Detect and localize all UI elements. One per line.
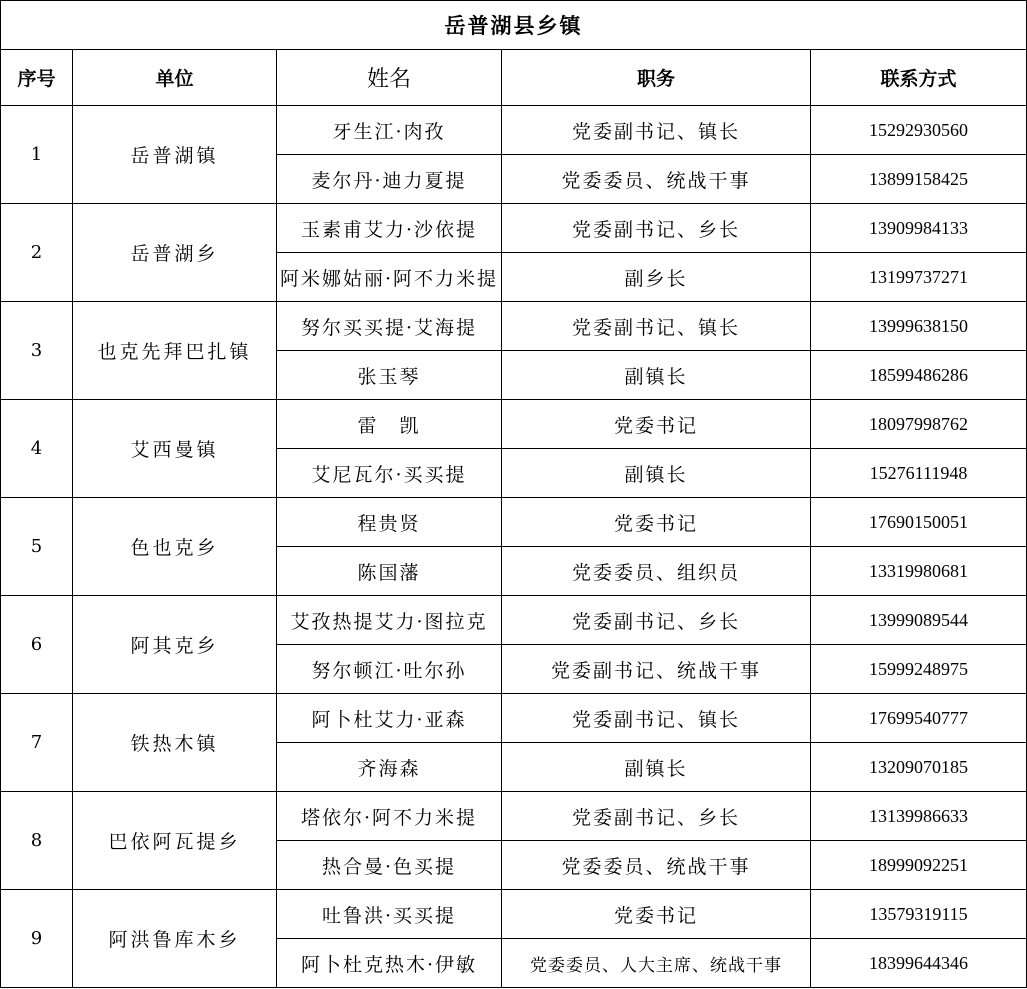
header-position: 职务 <box>502 50 811 106</box>
table-row <box>1 792 1027 841</box>
header-unit: 单位 <box>73 50 277 106</box>
unit-cell: 艾西曼镇 <box>73 400 277 498</box>
name-cell: 努尔买买提·艾海提 <box>277 302 502 351</box>
position-cell: 党委副书记、统战干事 <box>502 645 811 694</box>
phone-cell: 17699540777 <box>811 694 1027 743</box>
row-index: 6 <box>1 596 73 694</box>
table-row <box>1 204 1027 253</box>
row-index: 2 <box>1 204 73 302</box>
row-index: 9 <box>1 890 73 988</box>
name-cell: 雷 凯 <box>277 400 502 449</box>
name-cell: 齐海森 <box>277 743 502 792</box>
name-cell: 陈国藩 <box>277 547 502 596</box>
phone-cell: 18599486286 <box>811 351 1027 400</box>
phone-cell: 13579319115 <box>811 890 1027 939</box>
header-index: 序号 <box>1 50 73 106</box>
position-cell: 党委副书记、乡长 <box>502 596 811 645</box>
unit-cell: 阿洪鲁库木乡 <box>73 890 277 988</box>
phone-cell: 17690150051 <box>811 498 1027 547</box>
table-title: 岳普湖县乡镇 <box>1 1 1027 50</box>
position-cell: 副镇长 <box>502 743 811 792</box>
position-cell: 党委书记 <box>502 498 811 547</box>
name-cell: 艾尼瓦尔·买买提 <box>277 449 502 498</box>
header-contact: 联系方式 <box>811 50 1027 106</box>
name-cell: 吐鲁洪·买买提 <box>277 890 502 939</box>
table-row <box>1 498 1027 547</box>
phone-cell: 18399644346 <box>811 939 1027 988</box>
table-row <box>1 106 1027 155</box>
table-row <box>1 302 1027 351</box>
unit-cell: 铁热木镇 <box>73 694 277 792</box>
unit-cell: 岳普湖乡 <box>73 204 277 302</box>
position-cell: 党委副书记、镇长 <box>502 106 811 155</box>
name-cell: 阿卜杜艾力·亚森 <box>277 694 502 743</box>
phone-cell: 13199737271 <box>811 253 1027 302</box>
name-cell: 玉素甫艾力·沙依提 <box>277 204 502 253</box>
position-cell: 党委副书记、镇长 <box>502 302 811 351</box>
position-cell: 党委委员、人大主席、统战干事 <box>502 939 811 988</box>
phone-cell: 13209070185 <box>811 743 1027 792</box>
position-cell: 党委委员、组织员 <box>502 547 811 596</box>
unit-cell: 岳普湖镇 <box>73 106 277 204</box>
phone-cell: 18999092251 <box>811 841 1027 890</box>
phone-cell: 15292930560 <box>811 106 1027 155</box>
row-index: 8 <box>1 792 73 890</box>
header-name: 姓名 <box>277 50 502 106</box>
row-index: 5 <box>1 498 73 596</box>
name-cell: 热合曼·色买提 <box>277 841 502 890</box>
row-index: 3 <box>1 302 73 400</box>
phone-cell: 13319980681 <box>811 547 1027 596</box>
name-cell: 塔依尔·阿不力米提 <box>277 792 502 841</box>
table-row <box>1 890 1027 939</box>
unit-cell: 阿其克乡 <box>73 596 277 694</box>
phone-cell: 15276111948 <box>811 449 1027 498</box>
phone-cell: 15999248975 <box>811 645 1027 694</box>
name-cell: 程贵贤 <box>277 498 502 547</box>
table-row <box>1 596 1027 645</box>
name-cell: 艾孜热提艾力·图拉克 <box>277 596 502 645</box>
position-cell: 党委委员、统战干事 <box>502 841 811 890</box>
table-row <box>1 694 1027 743</box>
position-cell: 党委书记 <box>502 890 811 939</box>
phone-cell: 13999638150 <box>811 302 1027 351</box>
position-cell: 党委副书记、乡长 <box>502 204 811 253</box>
phone-cell: 13909984133 <box>811 204 1027 253</box>
row-index: 1 <box>1 106 73 204</box>
name-cell: 牙生江·肉孜 <box>277 106 502 155</box>
position-cell: 党委书记 <box>502 400 811 449</box>
phone-cell: 13139986633 <box>811 792 1027 841</box>
name-cell: 阿米娜姑丽·阿不力米提 <box>277 253 502 302</box>
position-cell: 副镇长 <box>502 351 811 400</box>
name-cell: 麦尔丹·迪力夏提 <box>277 155 502 204</box>
row-index: 7 <box>1 694 73 792</box>
unit-cell: 也克先拜巴扎镇 <box>73 302 277 400</box>
name-cell: 阿卜杜克热木·伊敏 <box>277 939 502 988</box>
name-cell: 努尔顿江·吐尔孙 <box>277 645 502 694</box>
name-cell: 张玉琴 <box>277 351 502 400</box>
position-cell: 党委副书记、乡长 <box>502 792 811 841</box>
position-cell: 党委副书记、镇长 <box>502 694 811 743</box>
position-cell: 副乡长 <box>502 253 811 302</box>
table-row <box>1 400 1027 449</box>
unit-cell: 色也克乡 <box>73 498 277 596</box>
position-cell: 副镇长 <box>502 449 811 498</box>
phone-cell: 13899158425 <box>811 155 1027 204</box>
position-cell: 党委委员、统战干事 <box>502 155 811 204</box>
unit-cell: 巴依阿瓦提乡 <box>73 792 277 890</box>
phone-cell: 13999089544 <box>811 596 1027 645</box>
table-body <box>1 106 1027 988</box>
row-index: 4 <box>1 400 73 498</box>
phone-cell: 18097998762 <box>811 400 1027 449</box>
